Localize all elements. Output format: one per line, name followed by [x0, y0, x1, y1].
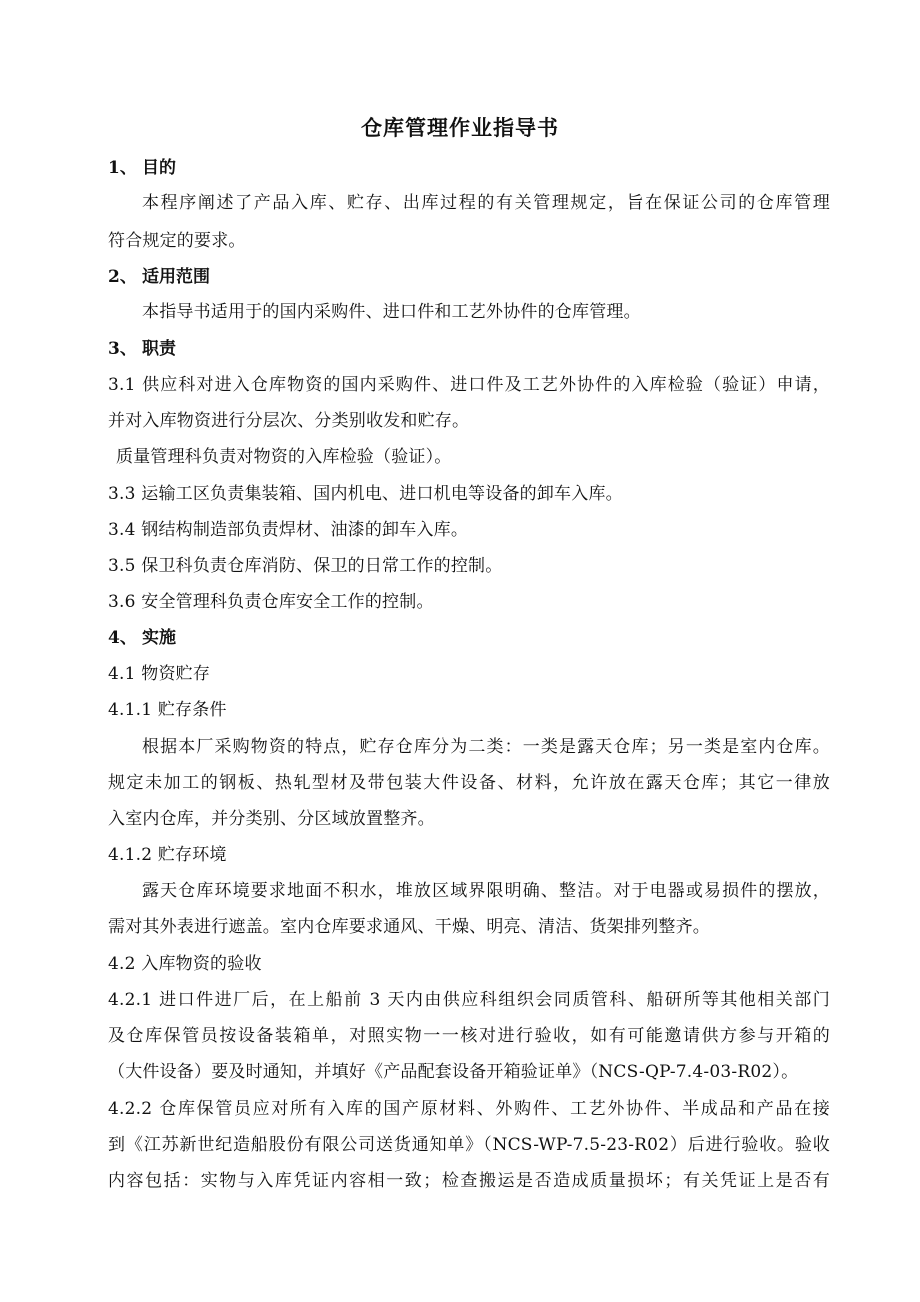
section-2-heading — [108, 262, 210, 287]
section-number: 2、 — [108, 267, 137, 287]
paragraph-line: 本程序阐述了产品入库、贮存、出库过程的有关管理规定，旨在保证公司的仓库管理 — [142, 193, 830, 213]
paragraph-line: 露天仓库环境要求地面不积水，堆放区域界限明确、整洁。对于电器或易损件的摆放， — [142, 881, 830, 901]
section-4-heading — [108, 623, 176, 648]
paragraph-line: 本指导书适用于的国内采购件、进口件和工艺外协件的仓库管理。 — [142, 302, 641, 322]
paragraph-line: 规定未加工的钢板、热轧型材及带包装大件设备、材料，允许放在露天仓库；其它一律放 — [108, 773, 830, 793]
paragraph-line: 并对入库物资进行分层次、分类别收发和贮存。 — [108, 411, 470, 431]
paragraph-line: 内容包括：实物与入库凭证内容相一致；检查搬运是否造成质量损坏；有关凭证上是否有 — [108, 1171, 830, 1191]
section-3-heading — [108, 334, 176, 359]
subsection-heading: 4.1.2 贮存环境 — [108, 845, 227, 865]
paragraph-line: 3.5 保卫科负责仓库消防、保卫的日常工作的控制。 — [108, 556, 503, 576]
paragraph-line: （大件设备）要及时通知，并填好《产品配套设备开箱验证单》（NCS-QP-7.4-03-R02）。 — [108, 1062, 799, 1082]
section-1-heading — [108, 153, 176, 178]
paragraph-line: 需对其外表进行遮盖。室内仓库要求通风、干燥、明亮、清洁、货架排列整齐。 — [108, 917, 710, 937]
section-title: 实施 — [142, 628, 176, 648]
section-number: 3、 — [108, 339, 137, 359]
section-number: 4、 — [108, 628, 137, 648]
paragraph-line: 3.3 运输工区负责集装箱、国内机电、进口机电等设备的卸车入库。 — [108, 484, 623, 504]
section-number: 1、 — [108, 158, 137, 178]
paragraph-line: 4.2.2 仓库保管员应对所有入库的国产原材料、外购件、工艺外协件、半成品和产品在接 — [108, 1099, 830, 1119]
paragraph-line: 到《江苏新世纪造船股份有限公司送货通知单》（NCS-WP-7.5-23-R02）后进行验收。验收 — [108, 1135, 830, 1155]
paragraph-line: 3.1 供应科对进入仓库物资的国内采购件、进口件及工艺外协件的入库检验（验证）申请， — [108, 375, 830, 395]
paragraph-line: 4.2.1 进口件进厂后，在上船前 3 天内由供应科组织会同质管科、船研所等其他相关部门 — [108, 990, 830, 1010]
paragraph-line: 3.4 钢结构制造部负责焊材、油漆的卸车入库。 — [108, 520, 469, 540]
document-title: 仓库管理作业指导书 — [361, 115, 559, 140]
section-title: 职责 — [142, 339, 176, 359]
paragraph-line: 入室内仓库，并分类别、分区域放置整齐。 — [108, 809, 435, 829]
paragraph-line: 质量管理科负责对物资的入库检验（验证）。 — [116, 447, 452, 467]
subsection-heading: 4.1.1 贮存条件 — [108, 700, 227, 720]
paragraph-line: 及仓库保管员按设备装箱单，对照实物一一核对进行验收，如有可能邀请供方参与开箱的 — [108, 1026, 830, 1046]
paragraph-line: 根据本厂采购物资的特点，贮存仓库分为二类：一类是露天仓库；另一类是室内仓库。 — [142, 737, 830, 757]
subsection-heading: 4.1 物资贮存 — [108, 664, 211, 684]
paragraph-line: 3.6 安全管理科负责仓库安全工作的控制。 — [108, 592, 434, 612]
subsection-heading: 4.2 入库物资的验收 — [108, 954, 262, 974]
section-title: 适用范围 — [142, 267, 210, 287]
paragraph-line: 符合规定的要求。 — [108, 231, 246, 251]
section-title: 目的 — [142, 158, 176, 178]
